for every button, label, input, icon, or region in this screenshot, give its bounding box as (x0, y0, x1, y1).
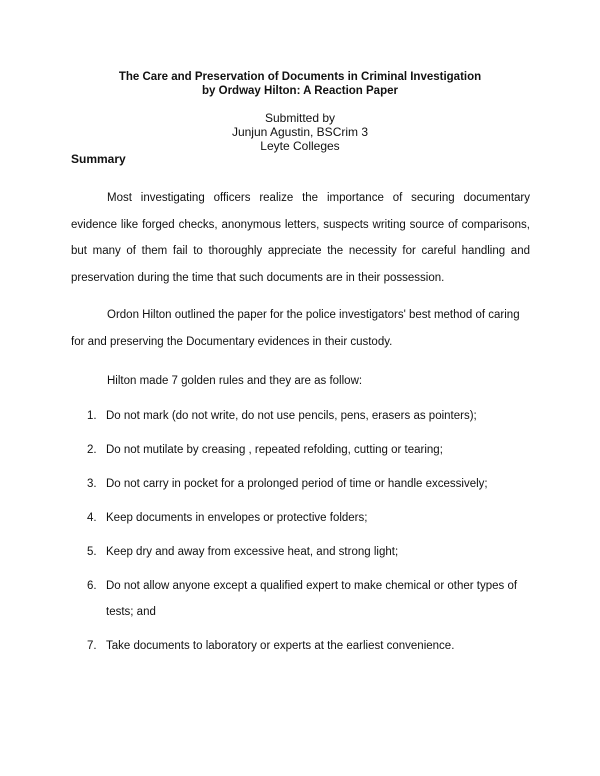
list-item (71, 437, 533, 463)
list-item-text: Do not allow anyone except a qualified expert to make chemical or other types of tests; and (106, 580, 518, 618)
list-item-number: 4. (87, 512, 97, 524)
list-item-number: 5. (87, 546, 97, 558)
list-item-number: 2. (87, 444, 97, 456)
document-title-line2: by Ordway Hilton: A Reaction Paper (202, 85, 398, 97)
document-title-line1: The Care and Preservation of Documents in Criminal Investigation (118, 71, 482, 83)
list-item-number: 7. (87, 640, 97, 652)
list-item-text: Keep dry and away from excessive heat, and strong light; (106, 546, 399, 558)
list-item-text: Do not carry in pocket for a prolonged period of time or handle excessively; (106, 478, 488, 490)
list-item (71, 403, 533, 429)
list-item-number: 3. (87, 478, 97, 490)
list-item (71, 573, 533, 625)
submitted-by-label: Submitted by (264, 111, 336, 125)
school-name: Leyte Colleges (260, 139, 340, 153)
golden-rules-list (71, 403, 533, 659)
list-item-number: 6. (87, 580, 97, 592)
section-heading-summary: Summary (71, 152, 126, 166)
list-item-text: Take documents to laboratory or experts at the earliest convenience. (106, 640, 455, 652)
paragraph-2: Ordon Hilton outlined the paper for the police investigators' best method of caring for and preserving the Documentary evidences in their custody. (71, 309, 520, 348)
author-name: Junjun Agustin, BSCrim 3 (231, 125, 369, 139)
paragraph-1: Most investigating officers realize the importance of securing documentary evidence like forged checks, anonymous letters, suspects writing source of comparisons, but many of them fail to thoroughly appreciate the necessity for careful handling and preservation during the time that such documents are in their possession. (71, 192, 530, 284)
paragraph-3: Hilton made 7 golden rules and they are as follow: (107, 375, 363, 387)
list-item-text: Do not mark (do not write, do not use pencils, pens, erasers as pointers); (106, 410, 477, 422)
list-item-text: Do not mutilate by creasing , repeated refolding, cutting or tearing; (106, 444, 443, 456)
list-item-number: 1. (87, 410, 97, 422)
list-item (71, 539, 533, 565)
list-item (71, 505, 533, 531)
list-item (71, 633, 533, 659)
list-item (71, 471, 533, 497)
list-item-text: Keep documents in envelopes or protective folders; (106, 512, 368, 524)
